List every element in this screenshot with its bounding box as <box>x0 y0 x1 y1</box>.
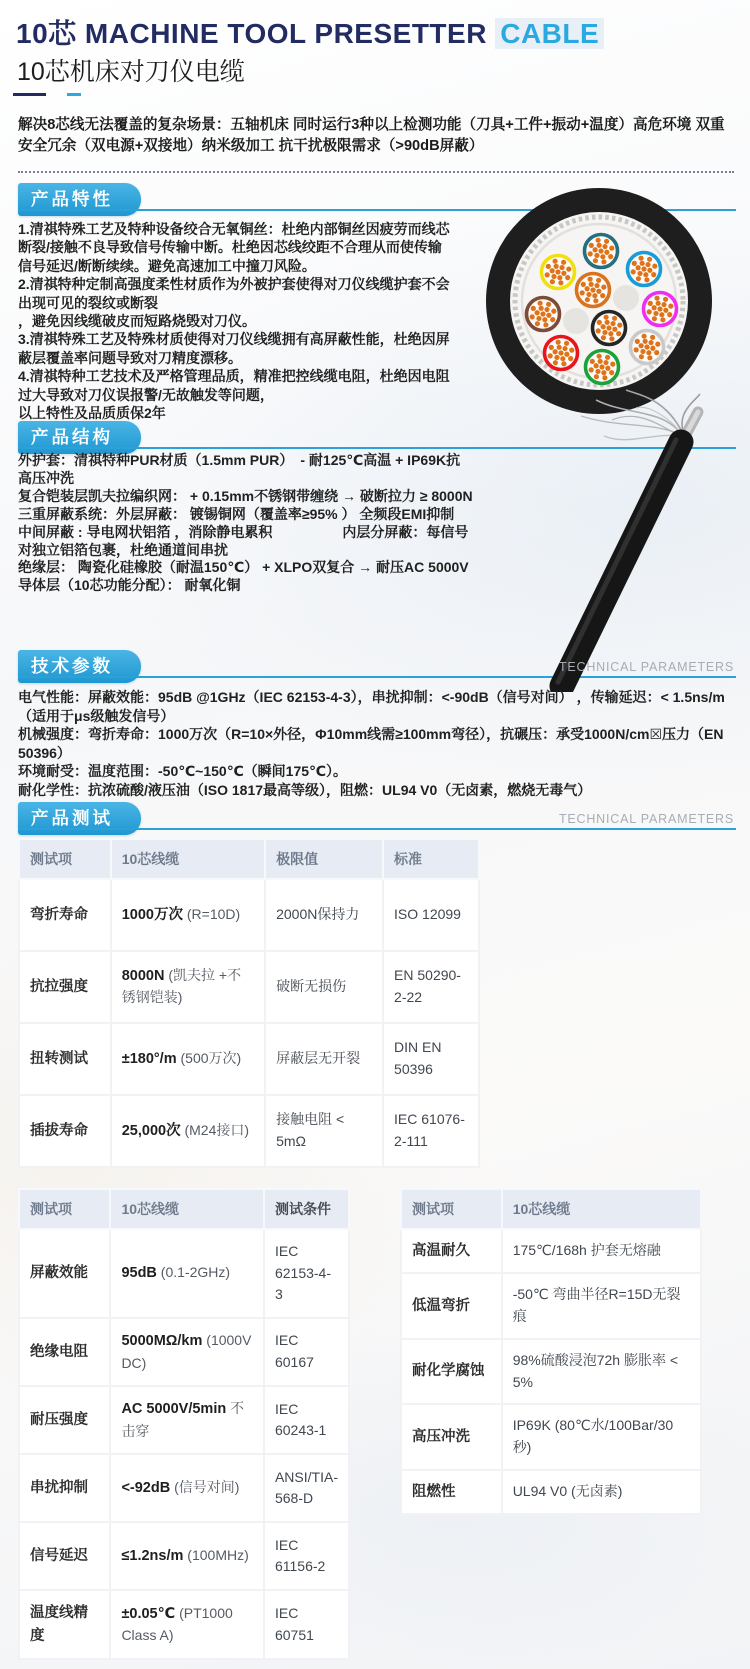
table-row <box>19 951 479 1023</box>
table-cell-item: 高温耐久 <box>401 1229 502 1273</box>
table-cell-item: 插拔寿命 <box>19 1095 111 1167</box>
text-line: 外护套：清祺特种PUR材质（1.5mm PUR） - 耐125℃高温 + IP69K抗高压冲洗 <box>18 452 461 486</box>
cable-body <box>562 442 681 686</box>
table-cell-limit: 破断无损伤 <box>265 951 383 1023</box>
table-row <box>19 1454 349 1522</box>
tech-text <box>18 688 736 799</box>
text-line: 环境耐受：温度范围：-50℃~150℃（瞬间175℃）。 <box>18 763 347 779</box>
text-line: 3.清祺特殊工艺及特殊材质使得对刀仪线缆拥有高屏蔽性能，杜绝因屏蔽层覆盖率问题导致对刀精度漂移。 <box>18 331 450 366</box>
title-accent: CABLE <box>495 18 604 49</box>
table-cell-condition: IEC 61156-2 <box>264 1522 349 1590</box>
features-text <box>18 220 450 422</box>
text-line: 机械强度：弯折寿命：1000万次（R=10×外径，Φ10mm线需≥100mm弯径），抗碾压：承受1000N/cm☒压力（EN 50396） <box>18 726 724 761</box>
intro-text: 解决8芯线无法覆盖的复杂场景：五轴机床 同时运行3种以上检测功能（刀具+工件+振动+温度）高危环境 双重安全冗余（双电源+双接地）纳米级加工 抗干扰极限需求（>90dB屏蔽） <box>18 117 725 154</box>
table-cell-item: 绝缘电阻 <box>19 1318 110 1386</box>
wire-bundle-gray <box>631 331 664 364</box>
table-cell-item: 耐压强度 <box>19 1386 110 1454</box>
wire-bundle-yellow <box>542 256 575 289</box>
wire-bundle-brown <box>527 298 560 331</box>
test-table-environmental <box>400 1188 702 1515</box>
table-cell-standard: ISO 12099 <box>383 879 479 951</box>
title-main: 10芯 MACHINE TOOL PRESETTER <box>16 18 496 49</box>
column-header: 10芯线缆 <box>111 839 265 879</box>
table-row <box>19 1095 479 1167</box>
text-line: 导体层（10芯功能分配）： 耐氧化铜 <box>18 577 241 594</box>
section-badge-testing: 产品测试 <box>18 802 141 835</box>
wire-bundle-green <box>586 351 619 384</box>
wire-bundle-black <box>593 312 626 345</box>
table-row <box>401 1229 701 1273</box>
table-cell-standard: EN 50290-2-22 <box>383 951 479 1023</box>
column-header: 10芯线缆 <box>110 1189 264 1229</box>
table-cell-limit: 屏蔽层无开裂 <box>265 1023 383 1095</box>
table-cell-item: 弯折寿命 <box>19 879 111 951</box>
table-cell-item: 耐化学腐蚀 <box>401 1339 502 1404</box>
text-line: 电气性能：屏蔽效能：95dB @1GHz（IEC 62153-4-3），串扰抑制：<-90dB（信号对间） ，传输延迟：< 1.5ns/m（适用于μs级触发信号） <box>18 689 725 724</box>
table-cell-standard: DIN EN 50396 <box>383 1023 479 1095</box>
table-cell-plain: 175℃/168h 护套无熔融 <box>502 1229 701 1273</box>
table-cell-item: 阻燃性 <box>401 1470 502 1514</box>
table-cell-condition: IEC 60243-1 <box>264 1386 349 1454</box>
tech-watermark: TECHNICAL PARAMETERS <box>558 660 734 674</box>
table-cell-plain: IP69K (80℃水/100Bar/30秒) <box>502 1404 701 1469</box>
table-cell-plain: -50℃ 弯曲半径R=15D无裂痕 <box>502 1273 701 1338</box>
column-header: 测试项 <box>401 1189 502 1229</box>
testing-watermark: TECHNICAL PARAMETERS <box>558 812 734 826</box>
table-cell-item: 扭转测试 <box>19 1023 111 1095</box>
table-row <box>19 879 479 951</box>
table-cell-value: 95dB (0.1-2GHz) <box>110 1229 264 1318</box>
table-row <box>19 1522 349 1590</box>
column-header: 测试项 <box>19 1189 110 1229</box>
text-line: 三重屏蔽系统：外层屏蔽： 镀锡铜网（覆盖率≥95% ） 全频段EMI抑制 <box>18 505 455 522</box>
table-cell-condition: IEC 60167 <box>264 1318 349 1386</box>
table-cell-item: 信号延迟 <box>19 1522 110 1590</box>
table-cell-plain: 98%硫酸浸泡72h 膨胀率 < 5% <box>502 1339 701 1404</box>
table-row <box>401 1470 701 1514</box>
table-cell-item: 高压冲洗 <box>401 1404 502 1469</box>
table-cell-value: 1000万次 (R=10D) <box>111 879 265 951</box>
table-cell-item: 低温弯折 <box>401 1273 502 1338</box>
table-cell-value: ≤1.2ns/m (100MHz) <box>110 1522 264 1590</box>
wire-bundle-blue <box>628 253 661 286</box>
dotted-divider <box>18 171 734 173</box>
table-cell-value: 25,000次 (M24接口) <box>111 1095 265 1167</box>
table-cell-plain: UL94 V0 (无卤素) <box>502 1470 701 1514</box>
filler <box>563 308 589 334</box>
cable-photo <box>478 388 750 692</box>
text-line: ，避免因线缆破皮而短路烧毁对刀仪。 <box>18 313 256 330</box>
text-line: 以上特性及品质质保2年 <box>18 405 166 422</box>
text-line: 绝缘层： 陶瓷化硅橡胶（耐温150℃） + XLPO双复合 → 耐压AC 5000V <box>18 559 469 576</box>
structure-text <box>18 452 474 595</box>
table-header-row <box>401 1189 701 1229</box>
column-header: 10芯线缆 <box>502 1189 701 1229</box>
wire-bundle-teal <box>585 235 618 268</box>
underline-mark-blue <box>67 93 81 96</box>
column-header: 测试条件 <box>264 1189 349 1229</box>
table-row <box>401 1404 701 1469</box>
table-header-row <box>19 839 479 879</box>
text-line: 中间屏蔽 : 导电网状铝箔 ，消除静电累积 内层分屏蔽：每信号对独立铝箔包裹，杜绝通道间串扰 <box>18 523 469 558</box>
text-line: 耐化学性：抗浓硫酸/液压油（ISO 1817最高等级），阻燃：UL94 V0（无卤素，燃烧无毒气） <box>18 781 592 798</box>
column-header: 极限值 <box>265 839 383 879</box>
table-row <box>19 1386 349 1454</box>
table-cell-condition: ANSI/TIA-568-D <box>264 1454 349 1522</box>
filler <box>613 285 639 311</box>
table-cell-condition: IEC 60751 <box>264 1590 349 1659</box>
table-row <box>19 1023 479 1095</box>
test-table-main <box>18 838 480 1168</box>
text-line: 2.清祺特种定制高强度柔性材质作为外被护套使得对刀仪线缆护套不会出现可见的裂纹或断裂 <box>18 276 450 311</box>
table-cell-limit: 2000N保持力 <box>265 879 383 951</box>
section-badge-tech: 技术参数 <box>18 650 141 683</box>
table-cell-item: 抗拉强度 <box>19 951 111 1023</box>
table-row <box>401 1273 701 1338</box>
table-cell-limit: 接触电阻 < 5mΩ <box>265 1095 383 1167</box>
text-line: 4.清祺特种工艺技术及严格管理品质，精准把控线缆电阻，杜绝因电阻过大导致对刀仪误报警/无故触发等问题， <box>18 368 450 403</box>
section-line-testing <box>18 828 736 830</box>
table-row <box>401 1339 701 1404</box>
table-cell-value: 8000N (凯夫拉 +不锈钢铠装) <box>111 951 265 1023</box>
wire-bundle-magenta <box>644 293 677 326</box>
table-row <box>19 1590 349 1659</box>
column-header: 测试项 <box>19 839 111 879</box>
table-row <box>19 1229 349 1318</box>
column-header: 标准 <box>383 839 479 879</box>
table-cell-item: 串扰抑制 <box>19 1454 110 1522</box>
table-header-row <box>19 1189 349 1229</box>
table-cell-value: <-92dB (信号对间) <box>110 1454 264 1522</box>
cable-sheen <box>558 440 676 682</box>
underline-mark-navy <box>13 93 46 96</box>
cable-cross-section-image <box>468 182 734 420</box>
text-line: 1.清祺特殊工艺及特种设备绞合无氧铜丝：杜绝内部铜丝因疲劳而线芯断裂/接触不良导致信号传输中断。杜绝因芯线绞距不合理从而使传输信号延迟/断断续续。避免高速加工中撞刀风险。 <box>18 221 450 274</box>
page-title <box>16 12 604 52</box>
text-line: 复合铠装层凯夫拉编织网： + 0.15mm不锈钢带缠绕 → 破断拉力 ≥ 8000N <box>18 487 473 504</box>
test-table-electrical <box>18 1188 350 1660</box>
table-cell-item: 屏蔽效能 <box>19 1229 110 1318</box>
section-badge-features: 产品特性 <box>18 183 141 216</box>
table-cell-standard: IEC 61076-2-111 <box>383 1095 479 1167</box>
table-cell-condition: IEC 62153-4-3 <box>264 1229 349 1318</box>
table-cell-value: 5000MΩ/km (1000V DC) <box>110 1318 264 1386</box>
table-row <box>19 1318 349 1386</box>
table-cell-value: ±0.05℃ (PT1000 Class A) <box>110 1590 264 1659</box>
table-cell-value: ±180°/m (500万次) <box>111 1023 265 1095</box>
wire-bundle-red <box>545 337 578 370</box>
section-badge-structure: 产品结构 <box>18 421 141 454</box>
wire-bundle-orange <box>577 274 610 307</box>
table-cell-value: AC 5000V/5min 不击穿 <box>110 1386 264 1454</box>
page-subtitle: 10芯机床对刀仪电缆 <box>17 58 245 86</box>
table-cell-item: 温度线精度 <box>19 1590 110 1659</box>
